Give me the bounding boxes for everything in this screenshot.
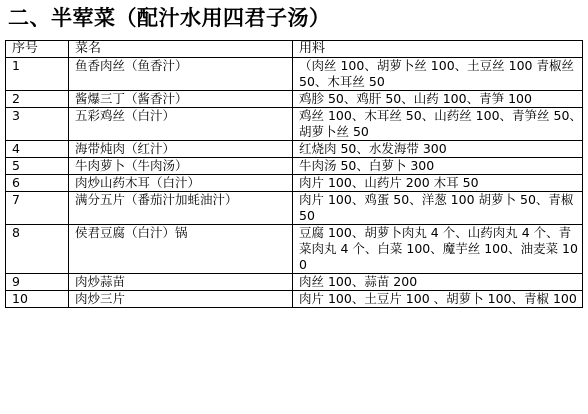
dish-name: 肉炒山药木耳（白汁） (69, 175, 293, 192)
table-row (6, 91, 583, 108)
table-row (6, 192, 583, 225)
ingredients: 肉片 100、鸡蛋 50、洋葱 100 胡萝卜 50、青椒 50 (293, 192, 583, 225)
dish-name: 酱爆三丁（酱香汁） (69, 91, 293, 108)
row-number: 3 (6, 108, 69, 141)
header-ingredients: 用料 (293, 41, 583, 58)
dish-name: 满分五片（番茄汁加蚝油汁） (69, 192, 293, 225)
ingredients: 肉片 100、山药片 200 木耳 50 (293, 175, 583, 192)
row-number: 2 (6, 91, 69, 108)
row-number: 9 (6, 274, 69, 291)
dish-name: 鱼香肉丝（鱼香汁） (69, 58, 293, 91)
row-number: 4 (6, 141, 69, 158)
row-number: 1 (6, 58, 69, 91)
dish-name: 海带炖肉（红汁） (69, 141, 293, 158)
row-number: 7 (6, 192, 69, 225)
header-row (6, 41, 583, 58)
dish-name: 牛肉萝卜（牛肉汤） (69, 158, 293, 175)
ingredients: 鸡胗 50、鸡肝 50、山药 100、青笋 100 (293, 91, 583, 108)
ingredients: 牛肉汤 50、白萝卜 300 (293, 158, 583, 175)
table-row (6, 58, 583, 91)
dish-name: 肉炒三片 (69, 291, 293, 308)
row-number: 10 (6, 291, 69, 308)
row-number: 6 (6, 175, 69, 192)
row-number: 8 (6, 225, 69, 274)
ingredients: （肉丝 100、胡萝卜丝 100、土豆丝 100 青椒丝 50、木耳丝 50 (293, 58, 583, 91)
dish-name: 肉炒蒜苗 (69, 274, 293, 291)
ingredients: 鸡丝 100、木耳丝 50、山药丝 100、青笋丝 50、胡萝卜丝 50 (293, 108, 583, 141)
menu-table (5, 40, 583, 308)
row-number: 5 (6, 158, 69, 175)
table-row (6, 291, 583, 308)
dish-name: 五彩鸡丝（白汁） (69, 108, 293, 141)
table-row (6, 141, 583, 158)
table-row (6, 175, 583, 192)
header-number: 序号 (6, 41, 69, 58)
ingredients: 红烧肉 50、水发海带 300 (293, 141, 583, 158)
dish-name: 侯君豆腐（白汁）锅 (69, 225, 293, 274)
header-dish: 菜名 (69, 41, 293, 58)
table-row (6, 225, 583, 274)
ingredients: 肉丝 100、蒜苗 200 (293, 274, 583, 291)
page-title: 二、半荤菜（配汁水用四君子汤） (8, 6, 331, 30)
table-row (6, 108, 583, 141)
table-row (6, 274, 583, 291)
ingredients: 豆腐 100、胡萝卜肉丸 4 个、山药肉丸 4 个、青菜肉丸 4 个、白菜 100、魔芋丝 100、油麦菜 100 (293, 225, 583, 274)
table-row (6, 158, 583, 175)
ingredients: 肉片 100、土豆片 100 、胡萝卜 100、青椒 100 (293, 291, 583, 308)
